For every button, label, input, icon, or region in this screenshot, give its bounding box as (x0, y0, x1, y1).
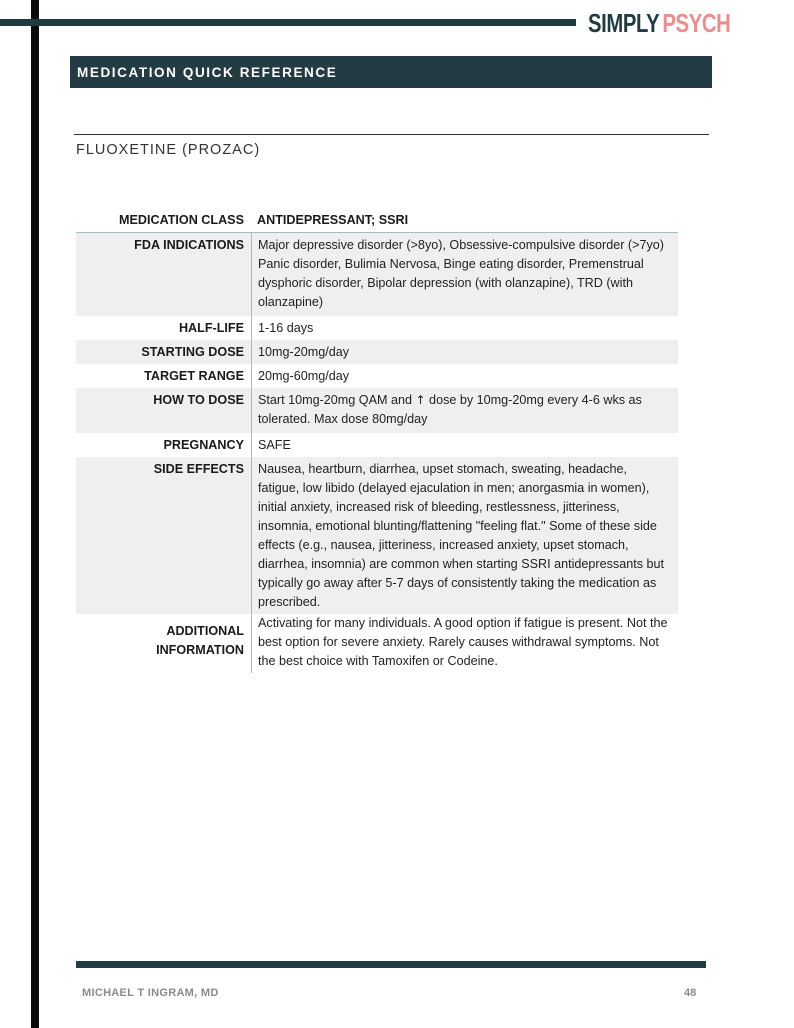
table-row-starting-dose (76, 340, 678, 364)
table-row-side-effects (76, 457, 678, 614)
page-number: 48 (684, 987, 697, 999)
left-margin-bar (31, 0, 39, 1028)
bottom-rule (76, 961, 706, 968)
row-value (251, 388, 678, 433)
row-label: ADDITIONAL INFORMATION (156, 624, 244, 657)
row-label: TARGET RANGE (144, 369, 244, 383)
row-label: SIDE EFFECTS (153, 462, 244, 476)
drug-title: FLUOXETINE (PROZAC) (76, 142, 261, 158)
section-header-title: MEDICATION QUICK REFERENCE (77, 64, 338, 80)
row-label: STARTING DOSE (141, 345, 244, 359)
table-row-how-to-dose (76, 388, 678, 433)
brand-word-simply: SIMPLY (588, 7, 660, 38)
up-arrow-icon: ↑ (415, 393, 426, 407)
row-value: 20mg-60mg/day (251, 364, 678, 388)
brand-logo (588, 6, 730, 40)
table-row-half-life (76, 316, 678, 340)
table-row-pregnancy (76, 433, 678, 457)
row-label: PREGNANCY (163, 438, 244, 452)
row-value: Major depressive disorder (>8yo), Obsessive-compulsive disorder (>7yo) Panic disorder, Bulimia Nervosa, Binge eating disorder, Premenstrual dysphoric disorder, Bipolar depression (with olanzapine), TRD (with olanzapine) (251, 233, 678, 316)
title-divider (74, 134, 709, 135)
row-label: HOW TO DOSE (153, 393, 244, 407)
table-row-fda-indications (76, 233, 678, 316)
row-value: ANTIDEPRESSANT; SSRI (257, 213, 409, 227)
row-label: FDA INDICATIONS (134, 238, 244, 252)
table-row-medication-class (76, 208, 678, 233)
row-label: HALF-LIFE (178, 321, 244, 335)
footer-author: MICHAEL T INGRAM, MD (82, 987, 219, 999)
table-row-additional-information (76, 614, 678, 673)
row-label: MEDICATION CLASS (118, 213, 244, 227)
how-to-dose-text-end: dose by 10mg-20mg every 4-6 wks as tolerated. Max dose 80mg/day (258, 393, 642, 426)
row-value: 1-16 days (251, 316, 678, 340)
brand-word-psych: PSYCH (662, 7, 731, 38)
row-value: SAFE (251, 433, 678, 457)
row-value: 10mg-20mg/day (251, 340, 678, 364)
row-value: Nausea, heartburn, diarrhea, upset stomach, sweating, headache, fatigue, low libido (delayed ejaculation in men; anorgasmia in women), initial anxiety, increased risk of bleeding, restlessness, jitteriness, insomnia, emotional blunting/flattening "feeling flat." Some of these side effects (e.g., nausea, jitteriness, increased anxiety, upset stomach, diarrhea, insomnia) are common when starting SSRI antidepressants but typically go away after 5-7 days of consistently taking the medication as prescribed. (251, 457, 678, 614)
how-to-dose-text-start: Start 10mg-20mg QAM and (258, 393, 416, 407)
row-value: Activating for many individuals. A good option if fatigue is present. Not the best option for severe anxiety. Rarely causes withdrawal symptoms. Not the best choice with Tamoxifen or Codeine. (251, 614, 678, 673)
reference-table (76, 208, 678, 673)
section-header (70, 56, 712, 88)
table-row-target-range (76, 364, 678, 388)
top-rule (0, 19, 576, 26)
